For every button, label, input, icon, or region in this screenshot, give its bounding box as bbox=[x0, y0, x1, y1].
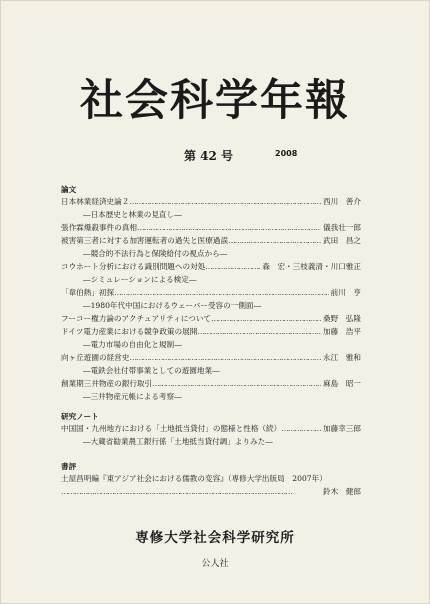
toc-entry bbox=[61, 485, 361, 498]
toc-entry-subtitle: ―1980年代中国におけるウェーバー受容の一側面― bbox=[83, 301, 262, 310]
toc-entry-author: 永江 雅和 bbox=[323, 353, 361, 362]
toc-entry-title: 張作霖爆殺事件の真相 bbox=[61, 223, 137, 232]
toc-entry-author: 鈴木 健郎 bbox=[323, 487, 361, 496]
toc-entry-title: 中国国・九州地方における「土地抵当貸付」の態様と性格（続） bbox=[61, 424, 282, 433]
toc-entry bbox=[61, 325, 361, 338]
toc-entry-subtitle: ―競合的不法行為と保険給付の視点から― bbox=[83, 249, 228, 258]
toc-entry-author: 儀我壮一郎 bbox=[323, 223, 361, 232]
toc-entry-subtitle: ―電力市場の自由化と規制― bbox=[83, 340, 182, 349]
distributor-name: 公人社 bbox=[201, 559, 229, 569]
toc-entry-author: 森 宏・三枝義清・川口雅正 bbox=[262, 262, 361, 271]
toc-entry-title: 日本林業経済史論２ bbox=[61, 197, 130, 206]
issue-year: 2008 bbox=[275, 149, 298, 158]
toc-entry bbox=[61, 422, 361, 435]
toc-entry-author: 加藤 浩平 bbox=[323, 327, 361, 336]
toc-articles bbox=[61, 195, 361, 403]
section-heading-reviews: 書評 bbox=[61, 462, 77, 471]
toc-entry bbox=[61, 286, 361, 299]
toc-entry-title: 「韋伯熱」初探 bbox=[61, 288, 115, 297]
leader-dots bbox=[129, 195, 321, 208]
toc-entry-author: 西川 善介 bbox=[323, 197, 361, 206]
publisher-name: 専修大学社会科学研究所 bbox=[135, 530, 295, 546]
section-heading-research-notes: 研究ノート bbox=[61, 412, 99, 421]
toc-entry-subtitle: ―シミュレーションによる検定― bbox=[83, 275, 197, 284]
toc-research-notes bbox=[61, 422, 361, 448]
leader-dots bbox=[281, 422, 321, 435]
toc-entry bbox=[61, 195, 361, 208]
journal-title: 社会科学年報 bbox=[80, 76, 350, 126]
toc-entry-title: 被害第三者に対する加害運転者の過失と医療過誤 bbox=[61, 236, 229, 245]
leader-dots bbox=[129, 351, 321, 364]
toc-entry-subtitle: ―三井物産元帳による考察― bbox=[83, 392, 182, 401]
toc-entry-title: 向ヶ丘遊園の経営史 bbox=[61, 353, 130, 362]
leader-dots bbox=[197, 325, 321, 338]
leader-dots bbox=[114, 286, 328, 299]
toc-entry-author: 前川 亨 bbox=[330, 288, 361, 297]
toc-reviews bbox=[61, 472, 361, 498]
toc-entry bbox=[61, 260, 361, 273]
leader-dots bbox=[152, 377, 321, 390]
leader-dots bbox=[205, 260, 260, 273]
toc-entry-title: コウホート分析における識別問題への対処 bbox=[61, 262, 206, 271]
toc-entry-subtitle: ―大蔵省勧業農工銀行係「土地抵当貸付調」よりみた― bbox=[83, 437, 273, 446]
toc-entry bbox=[61, 351, 361, 364]
leader-dots bbox=[211, 312, 321, 325]
toc-entry-subtitle: ―日本歴史と林業の見直し― bbox=[83, 210, 182, 219]
issue-number: 第 42 号 bbox=[184, 149, 234, 163]
leader-dots bbox=[228, 234, 321, 247]
toc-entry bbox=[61, 221, 361, 234]
toc-entry bbox=[61, 234, 361, 247]
leader-dots bbox=[137, 221, 321, 234]
toc-entry-author: 麻島 昭一 bbox=[323, 379, 361, 388]
toc-entry bbox=[61, 377, 361, 390]
toc-entry-author: 加藤幸三郎 bbox=[323, 424, 361, 433]
leader-dots bbox=[61, 485, 321, 498]
toc-entry-title: 創業期三井物産の銀行取引 bbox=[61, 379, 153, 388]
toc-entry-text: 土屋昌明編『東アジア社会における儒教の変容』（専修大学出版局 2007年） bbox=[61, 474, 327, 483]
toc-entry-author: 武田 昌之 bbox=[323, 236, 361, 245]
toc-entry-title: フーコー権力論のアクチュアリティについて bbox=[61, 314, 211, 323]
toc-entry bbox=[61, 312, 361, 325]
toc-entry-author: 桑野 弘隆 bbox=[323, 314, 361, 323]
section-heading-articles: 論文 bbox=[61, 185, 77, 194]
toc-entry-subtitle: ―電鉄会社付帯事業としての遊園地業― bbox=[83, 366, 220, 375]
toc-entry-title: ドイツ電力産業における競争政策の展開 bbox=[61, 327, 198, 336]
